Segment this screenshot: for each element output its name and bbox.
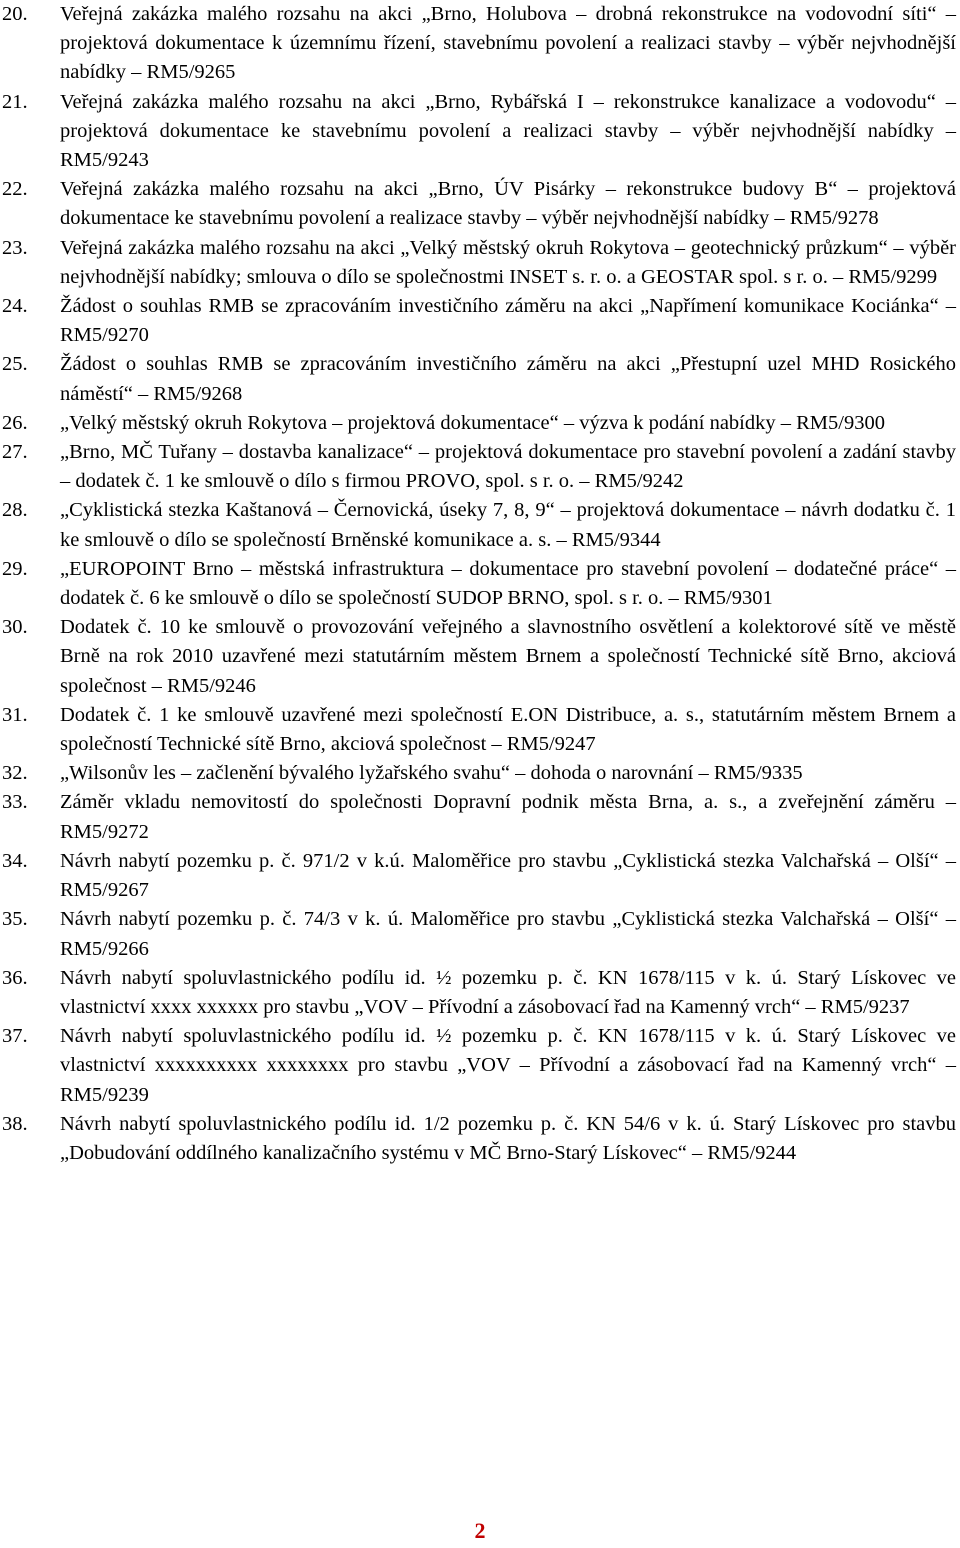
- agenda-item-number: 22.: [2, 178, 28, 201]
- agenda-item: [0, 292, 960, 350]
- agenda-item-number: 29.: [2, 557, 28, 580]
- agenda-item-text: Dodatek č. 1 ke smlouvě uzavřené mezi společností E.ON Distribuce, a. s., statutárním městem Brnem a společností Technické sítě Brno, akciová společnost – RM5/9247: [60, 703, 956, 756]
- agenda-item: [0, 0, 960, 88]
- agenda-item-text: „Cyklistická stezka Kaštanová – Černovická, úseky 7, 8, 9“ – projektová dokumentace – návrh dodatku č. 1 ke smlouvě o dílo se společností Brněnské komunikace a. s. – RM5/9344: [60, 499, 956, 551]
- agenda-item: [0, 1022, 960, 1110]
- agenda-item: [0, 234, 960, 292]
- agenda-item-number: 37.: [2, 1025, 28, 1048]
- agenda-item-text: Žádost o souhlas RMB se zpracováním investičního záměru na akci „Přestupní uzel MHD Rosického náměstí“ – RM5/9268: [60, 353, 956, 405]
- agenda-item-number: 38.: [2, 1112, 28, 1135]
- agenda-item-number: 24.: [2, 295, 28, 318]
- agenda-item-number: 35.: [2, 908, 28, 931]
- agenda-item-text: „Velký městský okruh Rokytova – projektová dokumentace“ – výzva k podání nabídky – RM5/9300: [60, 411, 885, 434]
- page-number: 2: [474, 1518, 486, 1543]
- agenda-item: [0, 1110, 960, 1168]
- agenda-item-text: Záměr vkladu nemovitostí do společnosti Dopravní podnik města Brna, a. s., a zveřejnění záměru – RM5/9272: [60, 791, 956, 843]
- agenda-item: [0, 555, 960, 613]
- agenda-item-text: Návrh nabytí spoluvlastnického podílu id. 1/2 pozemku p. č. KN 54/6 v k. ú. Starý Lískovec pro stavbu „Dobudování oddílného kanalizačního systému v MČ Brno-Starý Lískovec“ – RM5/9244: [60, 1112, 956, 1164]
- agenda-item-text: Žádost o souhlas RMB se zpracováním investičního záměru na akci „Napřímení komunikace Kociánka“ – RM5/9270: [60, 295, 956, 347]
- agenda-item: [0, 350, 960, 408]
- agenda-item-number: 33.: [2, 791, 28, 814]
- agenda-item-text: „EUROPOINT Brno – městská infrastruktura – dokumentace pro stavební povolení – dodatečné práce“ – dodatek č. 6 ke smlouvě o dílo se společností SUDOP BRNO, spol. s r. o. – RM5/9301: [60, 557, 956, 610]
- agenda-item-number: 31.: [2, 703, 28, 726]
- agenda-item: [0, 409, 960, 438]
- agenda-item-text: Veřejná zakázka malého rozsahu na akci „Brno, Holubova – drobná rekonstrukce na vodovodní síti“ – projektová dokumentace k územnímu řízení, stavebnímu povolení a realizaci stavby – výběr nejvhodnější nabídky – RM5/9265: [60, 3, 956, 84]
- agenda-item-number: 30.: [2, 616, 28, 639]
- agenda-item-number: 23.: [2, 236, 28, 259]
- agenda-item-number: 26.: [2, 411, 28, 434]
- agenda-item-number: 20.: [2, 3, 28, 25]
- agenda-item: [0, 759, 960, 788]
- agenda-item-number: 32.: [2, 762, 28, 785]
- agenda-item-text: Dodatek č. 10 ke smlouvě o provozování veřejného a slavnostního osvětlení a kolektorové sítě ve městě Brně na rok 2010 uzavřené mezi statutárním městem Brnem a společností Technické sítě Brno, akciová společnost – RM5/9246: [60, 616, 956, 697]
- agenda-item-text: Veřejná zakázka malého rozsahu na akci „Velký městský okruh Rokytova – geotechnický průzkum“ – výběr nejvhodnější nabídky; smlouva o dílo se společnostmi INSET s. r. o. a GEOSTAR spol. s r. o. – RM5/9299: [60, 236, 956, 288]
- agenda-item-text: Veřejná zakázka malého rozsahu na akci „Brno, Rybářská I – rekonstrukce kanalizace a vodovodu“ – projektová dokumentace ke stavebnímu povolení a realizaci stavby – výběr nejvhodnější nabídky – RM5/9243: [60, 90, 956, 172]
- agenda-item-number: 36.: [2, 966, 28, 989]
- agenda-item-text: „Wilsonův les – začlenění bývalého lyžařského svahu“ – dohoda o narovnání – RM5/9335: [60, 762, 803, 785]
- agenda-item: [0, 701, 960, 759]
- agenda-item-number: 34.: [2, 849, 28, 872]
- agenda-item-number: 28.: [2, 499, 28, 522]
- agenda-item-text: Návrh nabytí spoluvlastnického podílu id. ½ pozemku p. č. KN 1678/115 v k. ú. Starý Lískovec ve vlastnictví xxxxxxxxxx xxxxxxxx pro stavbu „VOV – Přívodní a zásobovací řad na Kamenný vrch“ – RM5/9239: [60, 1025, 956, 1106]
- agenda-item-number: 27.: [2, 441, 28, 464]
- agenda-item-text: Návrh nabytí spoluvlastnického podílu id. ½ pozemku p. č. KN 1678/115 v k. ú. Starý Lískovec ve vlastnictví xxxx xxxxxx pro stavbu „VOV – Přívodní a zásobovací řad na Kamenný vrch“ – RM5/9237: [60, 966, 956, 1018]
- agenda-item: [0, 964, 960, 1022]
- agenda-item: [0, 788, 960, 846]
- agenda-item-text: „Brno, MČ Tuřany – dostavba kanalizace“ – projektová dokumentace pro stavební povolení a zadání stavby – dodatek č. 1 ke smlouvě o dílo s firmou PROVO, spol. s r. o. – RM5/9242: [60, 441, 956, 493]
- agenda-item: [0, 496, 960, 554]
- agenda-item-text: Návrh nabytí pozemku p. č. 74/3 v k. ú. Maloměřice pro stavbu „Cyklistická stezka Valchařská – Olší“ – RM5/9266: [60, 908, 956, 960]
- agenda-item: [0, 613, 960, 701]
- agenda-item-number: 25.: [2, 353, 28, 376]
- agenda-item-text: Veřejná zakázka malého rozsahu na akci „Brno, ÚV Pisárky – rekonstrukce budovy B“ – projektová dokumentace ke stavebnímu povolení a realizace stavby – výběr nejvhodnější nabídky – RM5/9278: [60, 178, 956, 230]
- agenda-item: [0, 847, 960, 905]
- agenda-item: [0, 905, 960, 963]
- agenda-item-number: 21.: [2, 90, 28, 113]
- agenda-item: [0, 438, 960, 496]
- agenda-item: [0, 175, 960, 233]
- agenda-item: [0, 88, 960, 176]
- agenda-item-text: Návrh nabytí pozemku p. č. 971/2 v k.ú. Maloměřice pro stavbu „Cyklistická stezka Valchařská – Olší“ – RM5/9267: [60, 849, 956, 902]
